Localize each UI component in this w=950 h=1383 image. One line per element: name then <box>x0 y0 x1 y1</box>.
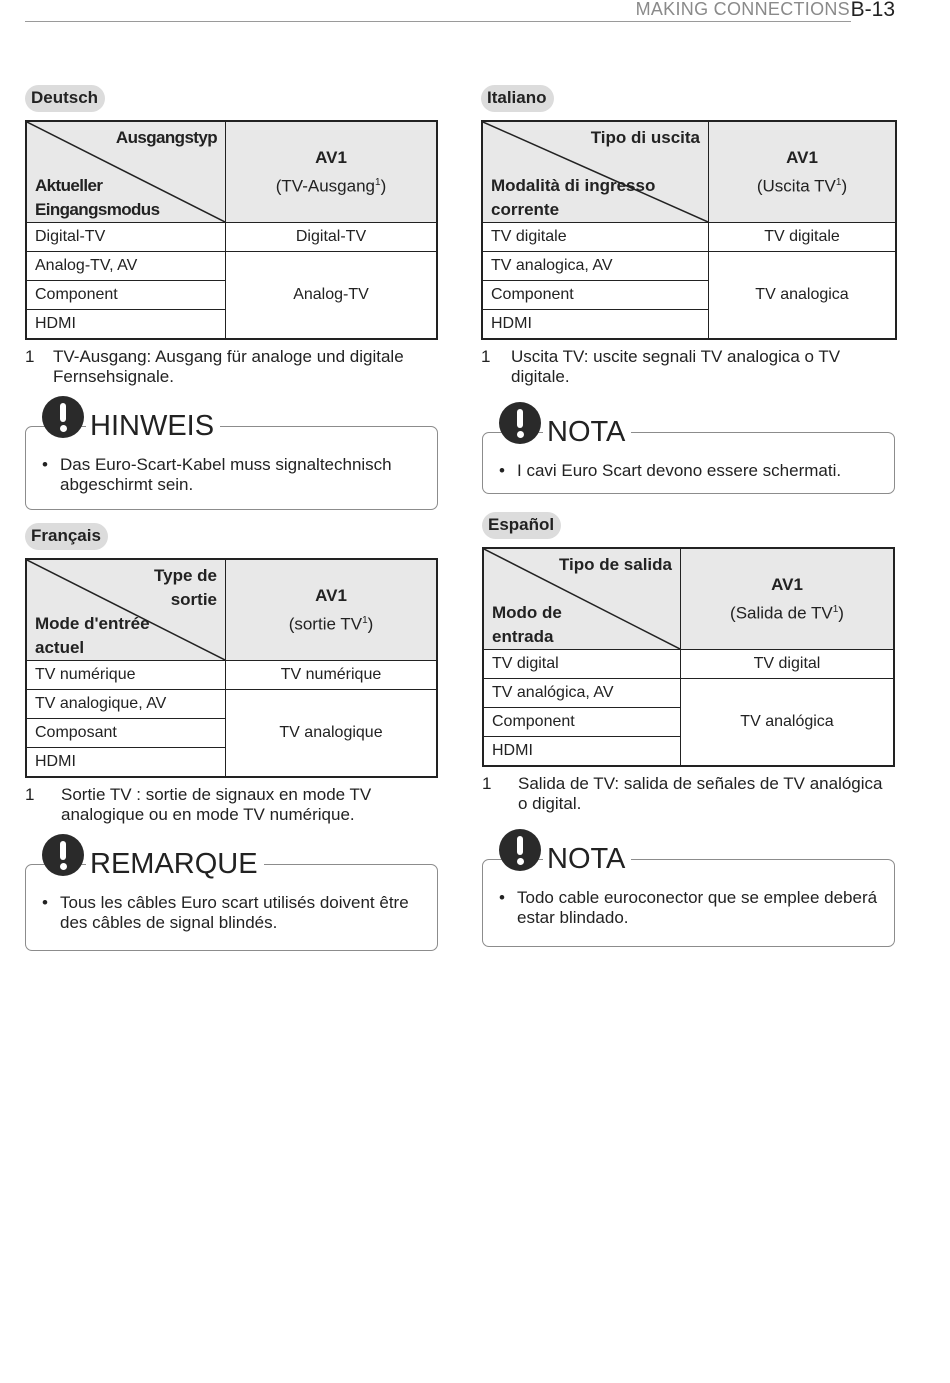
lang-block-de <box>25 85 438 387</box>
header-rule <box>25 21 851 22</box>
input-mode-label: Aktueller Eingangsmodus <box>35 176 160 219</box>
exclamation-icon <box>42 396 84 438</box>
av-title: AV1 <box>786 148 818 168</box>
table-header-diagonal <box>26 121 226 223</box>
lang-tag: Français <box>25 523 108 550</box>
note-bullet: • I cavi Euro Scart devono essere schermati. <box>499 461 882 481</box>
av-subtitle-close: ) <box>841 176 848 196</box>
footnote-ref: 1 <box>832 604 839 616</box>
header-section-title: MAKING CONNECTIONS <box>635 0 850 19</box>
note-bullets <box>42 455 425 495</box>
page-number: B-13 <box>850 0 895 21</box>
input-cell: HDMI <box>482 310 709 340</box>
input-cell: TV analogique, AV <box>26 690 226 719</box>
input-mode-label: Mode d'entrée actuel <box>35 614 150 657</box>
note-title: NOTA <box>543 843 631 875</box>
output-cell: TV analogica <box>709 252 897 340</box>
output-cell: TV analogique <box>226 690 438 778</box>
av-subtitle-close: ) <box>380 176 387 196</box>
connection-table <box>25 558 438 778</box>
input-mode-label: Modo de entrada <box>492 603 562 646</box>
av-subtitle-text: (TV-Ausgang <box>275 176 375 196</box>
lang-tag: Español <box>482 512 561 539</box>
footnote-text: Uscita TV: uscite segnali TV analogica o TV digitale. <box>511 347 841 386</box>
footnote-text: TV-Ausgang: Ausgang für analoge und digitale Fernsehsignale. <box>53 347 404 386</box>
input-mode-label: Modalità di ingresso corrente <box>491 176 656 219</box>
av-subtitle-close: ) <box>367 614 374 634</box>
lang-tag: Deutsch <box>25 85 105 112</box>
input-cell: HDMI <box>26 748 226 778</box>
table-header-diagonal <box>482 121 709 223</box>
output-cell: TV digital <box>681 650 895 679</box>
page-header <box>25 0 895 22</box>
input-cell: Analog-TV, AV <box>26 252 226 281</box>
av-title: AV1 <box>771 575 803 595</box>
footnote <box>481 347 897 387</box>
exclamation-icon <box>499 402 541 444</box>
exclamation-icon <box>499 829 541 871</box>
output-cell: Analog-TV <box>226 252 438 340</box>
output-type-label: Ausgangstyp <box>115 128 217 147</box>
exclamation-icon <box>42 834 84 876</box>
footnote-number: 1 <box>25 785 35 804</box>
note-bullets <box>499 888 882 928</box>
footnote <box>25 347 438 387</box>
lang-tag: Italiano <box>481 85 554 112</box>
output-cell: TV numérique <box>226 661 438 690</box>
input-cell: HDMI <box>26 310 226 340</box>
av-output-header <box>226 559 438 661</box>
footnote <box>25 785 438 825</box>
av-output-header <box>709 121 897 223</box>
connection-table <box>482 547 895 767</box>
av-subtitle <box>717 170 887 199</box>
input-cell: Component <box>482 281 709 310</box>
av-subtitle-text: (Salida de TV <box>730 603 833 623</box>
input-cell: TV analógica, AV <box>483 679 681 708</box>
footnote-number: 1 <box>25 347 35 366</box>
note-box-it <box>482 416 895 494</box>
table-header-diagonal <box>483 548 681 650</box>
table-header-diagonal <box>26 559 226 661</box>
av-subtitle-text: (sortie TV <box>288 614 363 634</box>
input-cell: TV numérique <box>26 661 226 690</box>
input-cell: Composant <box>26 719 226 748</box>
av-output-header <box>226 121 438 223</box>
note-title: NOTA <box>543 416 631 448</box>
footnote-ref: 1 <box>375 177 381 189</box>
note-title: REMARQUE <box>86 848 264 880</box>
av-title: AV1 <box>315 148 347 168</box>
footnote-text: Sortie TV : sortie de signaux en mode TV analogique ou en mode TV numérique. <box>61 785 372 824</box>
footnote-text: Salida de TV: salida de señales de TV analógica o digital. <box>518 774 883 813</box>
note-bullets <box>42 893 425 933</box>
output-type-label: Type de sortie <box>154 566 217 609</box>
input-cell: TV digitale <box>482 223 709 252</box>
input-cell: HDMI <box>483 737 681 767</box>
input-cell: Component <box>26 281 226 310</box>
lang-block-es <box>482 512 895 814</box>
av-subtitle-text: (Uscita TV <box>756 176 836 196</box>
footnote-number: 1 <box>482 774 492 793</box>
lang-block-fr <box>25 523 438 825</box>
av-subtitle <box>689 597 885 626</box>
note-box-fr <box>25 848 438 951</box>
note-bullet: • Tous les câbles Euro scart utilisés doivent être des câbles de signal blindés. <box>42 893 425 933</box>
input-cell: TV analogica, AV <box>482 252 709 281</box>
av-subtitle <box>234 170 428 199</box>
av-subtitle <box>234 608 428 637</box>
output-cell: Digital-TV <box>226 223 438 252</box>
connection-table <box>481 120 897 340</box>
note-title: HINWEIS <box>86 410 220 442</box>
footnote-ref: 1 <box>835 177 842 189</box>
note-bullet: • Todo cable euroconector que se emplee deberá estar blindado. <box>499 888 882 928</box>
note-box-de <box>25 410 438 510</box>
output-type-label: Tipo di uscita <box>590 128 700 147</box>
footnote-number: 1 <box>481 347 491 366</box>
input-cell: Component <box>483 708 681 737</box>
note-bullets <box>499 461 882 481</box>
output-cell: TV analógica <box>681 679 895 767</box>
footnote-ref: 1 <box>362 615 368 627</box>
av-title: AV1 <box>315 586 347 606</box>
av-subtitle-close: ) <box>838 603 844 623</box>
note-bullet: • Das Euro-Scart-Kabel muss signaltechnisch abgeschirmt sein. <box>42 455 425 495</box>
connection-table <box>25 120 438 340</box>
output-type-label: Tipo de salida <box>558 555 672 574</box>
note-box-es <box>482 843 895 947</box>
lang-block-it <box>481 85 897 387</box>
input-cell: Digital-TV <box>26 223 226 252</box>
footnote <box>482 774 895 814</box>
av-output-header <box>681 548 895 650</box>
output-cell: TV digitale <box>709 223 897 252</box>
input-cell: TV digital <box>483 650 681 679</box>
